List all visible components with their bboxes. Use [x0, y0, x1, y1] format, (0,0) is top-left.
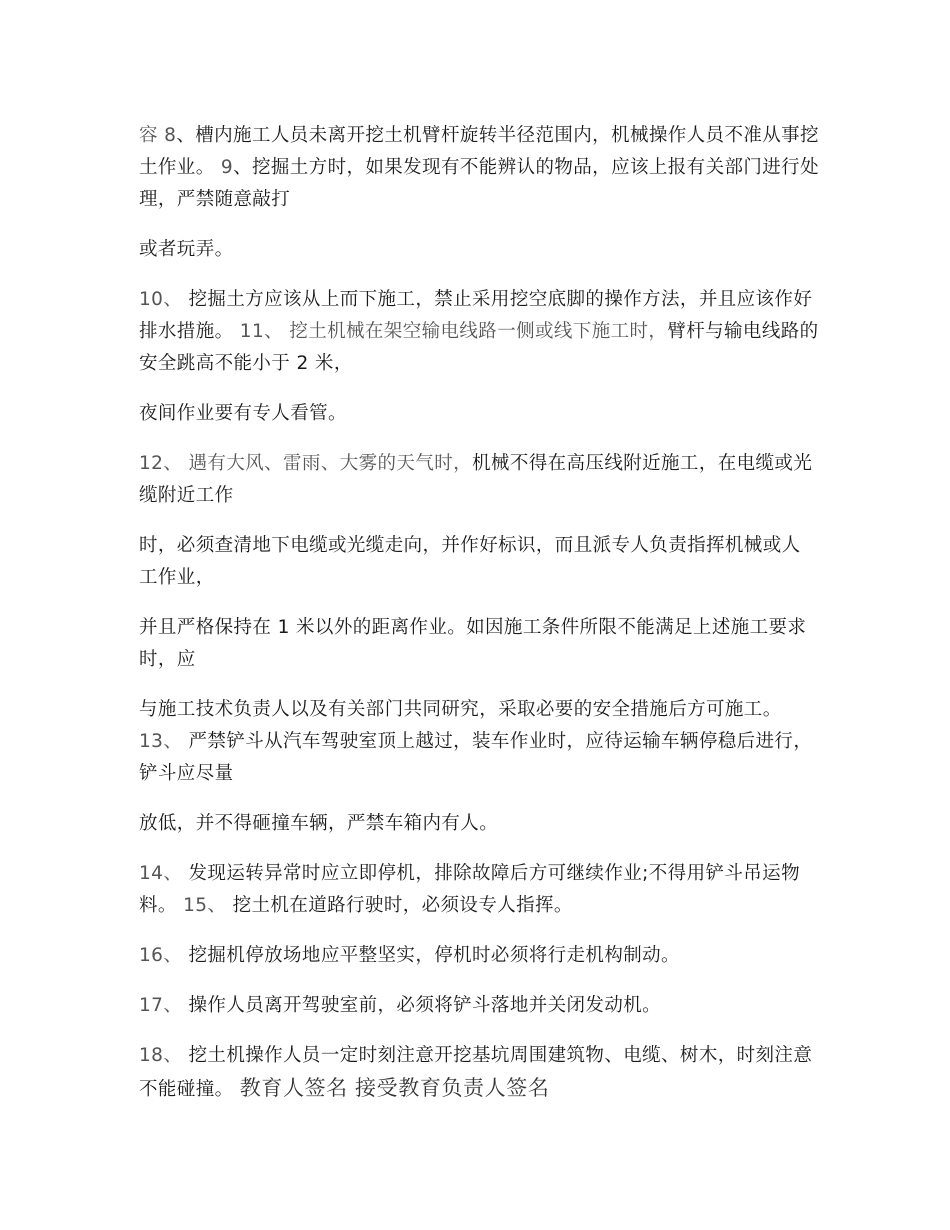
paragraph	[139, 530, 819, 594]
paragraph	[139, 448, 819, 512]
item-number: 17、	[139, 995, 189, 1016]
item-number: 15、	[183, 895, 233, 916]
paragraph	[139, 120, 819, 216]
paragraph-text: 机械不得在高压线附近施工，在电缆或光缆附近工作	[139, 453, 813, 506]
item-number: 14、	[139, 863, 189, 884]
paragraph-text: 挖土机在道路行驶时，必须设专人指挥。	[232, 895, 573, 916]
paragraph	[139, 940, 819, 972]
paragraph	[139, 1040, 819, 1106]
paragraph-text: 或者玩弄。	[139, 239, 234, 260]
paragraph	[139, 398, 819, 430]
signature-line: 教育人签名 接受教育负责人签名	[239, 1076, 550, 1100]
paragraph-text: 并且严格保持在 1 米以外的距离作业。如因施工条件所限不能满足上述施工要求时，应	[139, 617, 807, 670]
item-number: 12、 遇有大风、雷雨、大雾的天气时，	[139, 453, 473, 474]
paragraph-text: 操作人员离开驾驶室前，必须将铲斗落地并关闭发动机。	[188, 995, 662, 1016]
paragraph-text: 时，必须查清地下电缆或光缆走向，并作好标识，而且派专人负责指挥机械或人工作业，	[139, 535, 801, 588]
paragraph-text: 放低，并不得砸撞车辆，严禁车箱内有人。	[139, 813, 499, 834]
paragraph	[139, 284, 819, 380]
item-number: 容 8	[139, 125, 177, 146]
paragraph	[139, 858, 819, 922]
paragraph-text: 臂杆与输电线路的安全跳高不能小于 2 米，	[139, 321, 819, 374]
paragraph	[139, 694, 819, 790]
paragraph-text: 发现运转异常时应立即停机，排除故障后方可继续作业;不得用铲斗吊运物料。	[139, 863, 800, 916]
paragraph-text: 挖掘机停放场地应平整坚实，停机时必须将行走机构制动。	[188, 945, 680, 966]
item-number: 10、	[139, 289, 189, 310]
paragraph-text: 、挖掘土方时，如果发现有不能辨认的物品，应该上报有关部门进行处理，严禁随意敲打	[139, 157, 819, 210]
paragraph	[139, 990, 819, 1022]
paragraph	[139, 612, 819, 676]
paragraph	[139, 234, 819, 266]
paragraph-text: 挖土机操作人员一定时刻注意开挖基坑周围建筑物、电缆、树木，时刻注意不能碰撞。	[139, 1045, 813, 1100]
item-number: 9	[220, 157, 234, 178]
item-number: 18、	[139, 1045, 189, 1066]
item-number: 13、	[139, 731, 189, 752]
item-number: 11、 挖土机械在架空输电线路一侧或线下施工时，	[239, 321, 668, 342]
paragraph-text: 与施工技术负责人以及有关部门共同研究，采取必要的安全措施后方可施工。	[139, 699, 782, 720]
paragraph-text: 挖掘土方应该从上而下施工，禁止采用挖空底脚的操作方法，并且应该作好排水措施。	[139, 289, 813, 342]
document-body	[139, 120, 819, 1124]
paragraph-text: 夜间作业要有专人看管。	[139, 403, 347, 424]
item-number: 16、	[139, 945, 189, 966]
paragraph-text: 严禁铲斗从汽车驾驶室顶上越过，装车作业时，应待运输车辆停稳后进行，铲斗应尽量	[139, 731, 813, 784]
paragraph	[139, 808, 819, 840]
paragraph-text: 、槽内施工人员未离开挖土机臂杆旋转半径范围内，机械操作人员不准从事挖土作业。	[139, 125, 819, 178]
